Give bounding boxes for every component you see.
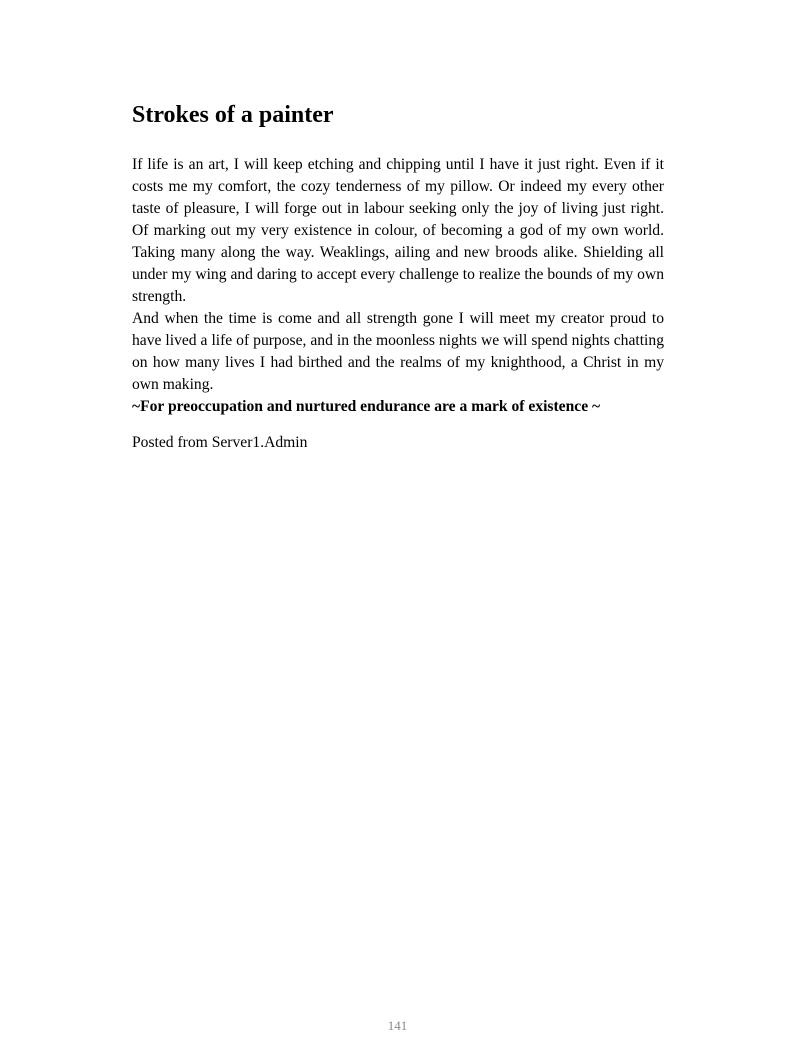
post-title: Strokes of a painter bbox=[132, 102, 334, 128]
post-closing-line: ~For preoccupation and nurtured endurance are a mark of existence ~ bbox=[132, 398, 601, 415]
posted-from-label: Posted from Server1.Admin bbox=[132, 434, 308, 451]
page-number: 141 bbox=[387, 1018, 408, 1033]
document-page bbox=[132, 98, 664, 454]
post-paragraph-1: If life is an art, I will keep etching and chipping until I have it just right. Even if it costs me my comfort, the cozy tenderness of my pillow. Or indeed my every other taste of pleasure, I will forge out in labour seeking only the joy of living just right. Of marking out my very existence in colour, of becoming a god of my own world. Taking many along the way. Weaklings, ailing and new broods alike. Shielding all under my wing and daring to accept every challenge to realize the bounds of my own strength. bbox=[132, 156, 664, 305]
post-paragraph-2: And when the time is come and all strength gone I will meet my creator proud to have lived a life of purpose, and in the moonless nights we will spend nights chatting on how many lives I had birthed and the realms of my knighthood, a Christ in my own making. bbox=[132, 310, 664, 393]
